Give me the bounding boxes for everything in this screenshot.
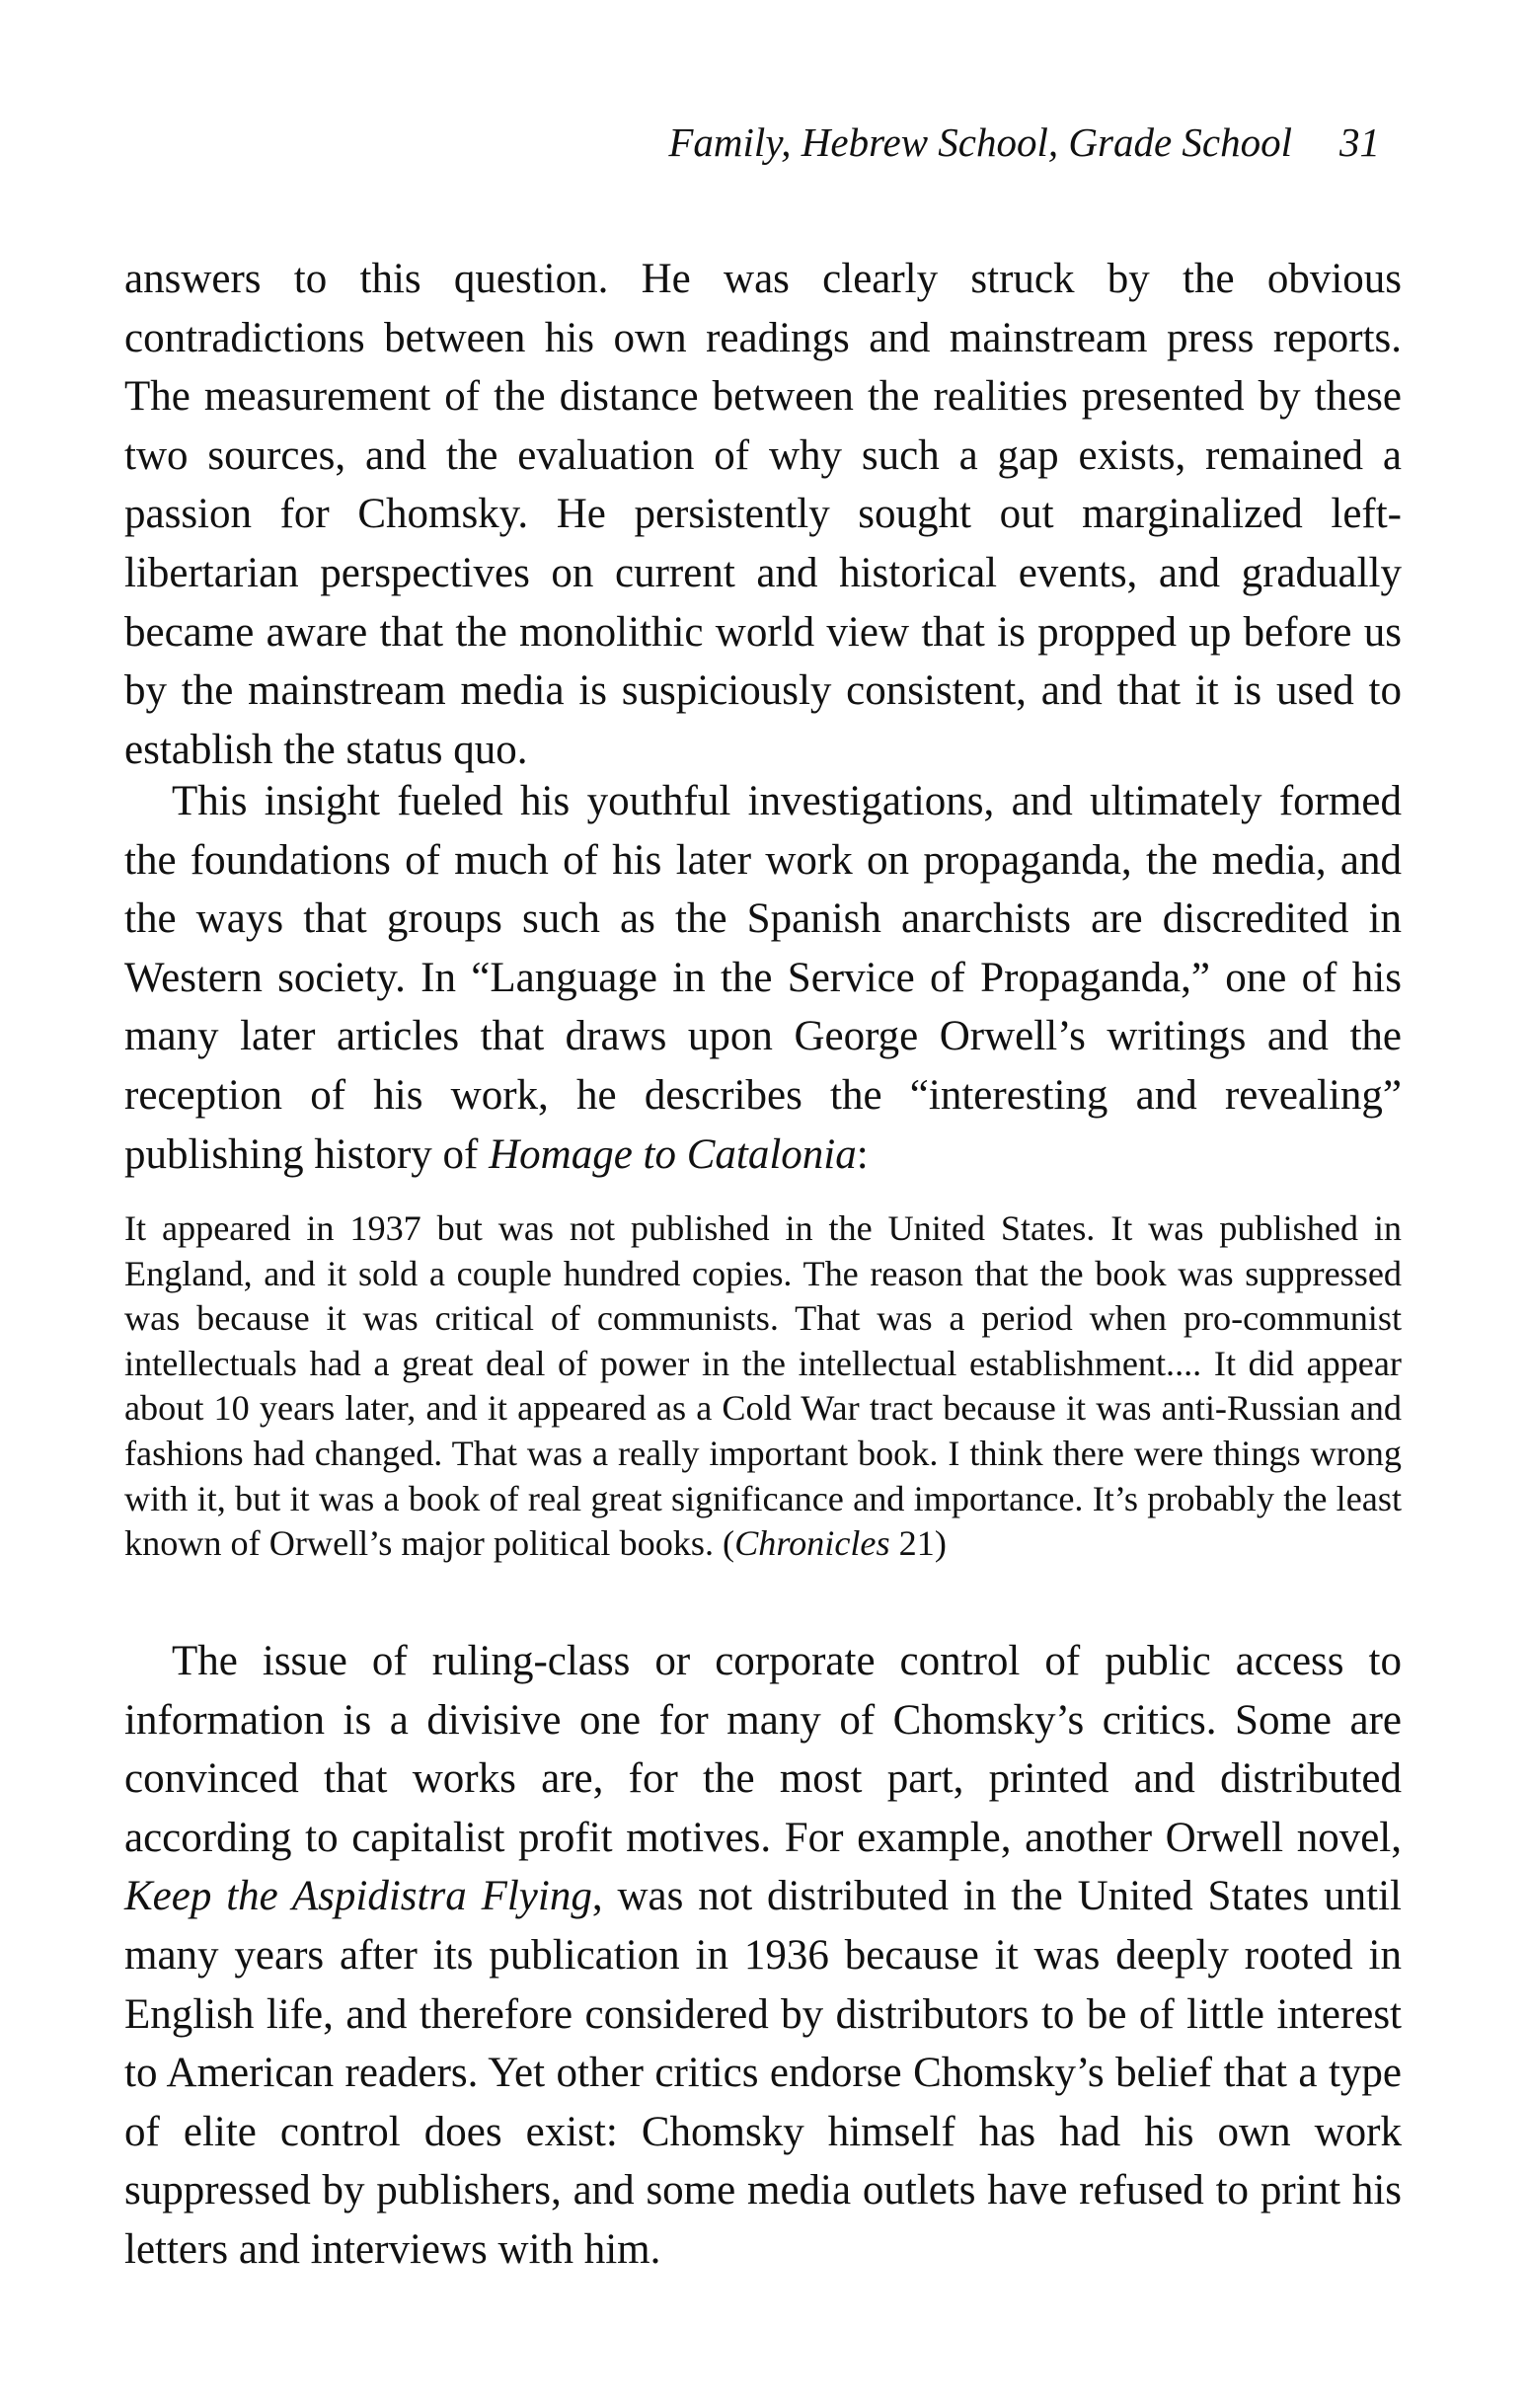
book-title-homage: Homage to Catalonia (489, 1130, 857, 1178)
paragraph-2-text (124, 772, 1402, 1184)
paragraph-3 (124, 1632, 1402, 2280)
block-quote-text: It appeared in 1937 but was not published in the United States. It was published in England, and it sold a couple hundred copies. The reason that the book was suppressed was because it was critical of communists. That was a period when pro-communist intellectuals had a great deal of power in the intellectual establishment.... It did appear about 10 years later, and it appeared as a Cold War tract because it was anti-Russian and fashions had changed. That was a really important book. I think there were things wrong with it, but it was a book of real great significance and importance. It’s probably the least known of Orwell’s major political books. ( (124, 1208, 1402, 1564)
paragraph-3-body-b: , was not distributed in the United States until many years after its publication in 1936 because it was deeply rooted in English life, and therefore considered by distributors to be of little interest to American readers. Yet other critics endorse Chomsky’s belief that a type of elite control does exist: Chomsky himself has had his own work suppressed by publishers, and some media outlets have refused to print his letters and interviews with him. (124, 1873, 1402, 2273)
running-title: Family, Hebrew School, Grade School (668, 119, 1292, 165)
page-number: 31 (1339, 119, 1380, 165)
paragraph-3-text (124, 1632, 1402, 2280)
running-head (668, 117, 1380, 168)
citation-page: 21) (889, 1523, 947, 1564)
paragraph-2 (124, 772, 1402, 1184)
block-quote (124, 1206, 1402, 1567)
paragraph-2-end: : (856, 1130, 869, 1178)
citation-title: Chronicles (734, 1523, 890, 1564)
paragraph-3-body-a: The issue of ruling-class or corporate control of public access to information is a divisive one for many of Chomsky’s critics. Some are convinced that works are, for the most part, printed and distributed according to capitalist profit motives. For example, another Orwell novel, (124, 1638, 1402, 1861)
paragraph-1-text: answers to this question. He was clearly struck by the obvious contradictions between his own readings and mainstream press reports. The measurement of the distance between the realities presented by these two sources, and the evaluation of why such a gap exists, remained a passion for Chomsky. He persistently sought out marginalized left-libertarian perspectives on current and historical events, and gradually became aware that the monolithic world view that is propped up before us by the mainstream media is suspiciously consistent, and that it is used to establish the status quo. (124, 256, 1402, 773)
paragraph-1 (124, 250, 1402, 779)
paragraph-2-body: This insight fueled his youthful investigations, and ultimately formed the foundations of much of his later work on propaganda, the media, and the ways that groups such as the Spanish anarchists are discredited in Western society. In “Language in the Service of Propaganda,” one of his many later articles that draws upon George Orwell’s writings and the reception of his work, he describes the “interesting and revealing” publishing history of (124, 778, 1402, 1178)
book-title-aspidistra: Keep the Aspidistra Flying (124, 1873, 592, 1920)
